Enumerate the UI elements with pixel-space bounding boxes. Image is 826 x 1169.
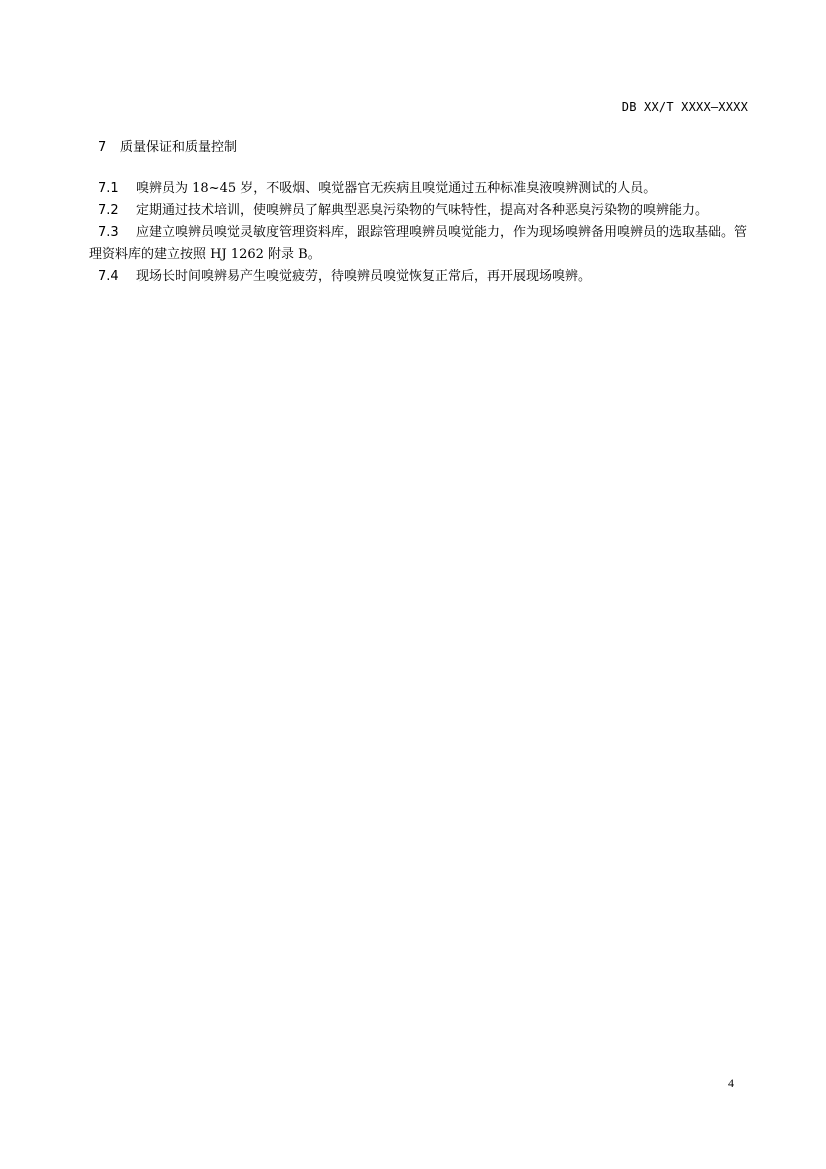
- clause-text: 嗅辨员为 18~45 岁，不吸烟、嗅觉器官无疾病且嗅觉通过五种标准臭液嗅辨测试的人员。: [136, 181, 657, 196]
- clause-7-3: [89, 222, 749, 266]
- clause-number: 7.1: [98, 181, 119, 196]
- document-code: DB XX/T XXXX—XXXX: [621, 100, 748, 114]
- section-heading: [98, 136, 237, 155]
- clause-7-4: [89, 266, 749, 288]
- clause-text: 定期通过技术培训，使嗅辨员了解典型恶臭污染物的气味特性，提高对各种恶臭污染物的嗅辨能力。: [136, 203, 709, 218]
- clause-7-1: [89, 178, 749, 200]
- clause-text: 现场长时间嗅辨易产生嗅觉疲劳，待嗅辨员嗅觉恢复正常后，再开展现场嗅辨。: [136, 269, 592, 284]
- clause-number: 7.4: [98, 269, 119, 284]
- clause-7-2: [89, 200, 749, 222]
- clause-text: 应建立嗅辨员嗅觉灵敏度管理资料库，跟踪管理嗅辨员嗅觉能力，作为现场嗅辨备用嗅辨员的选取基础。管理资料库的建立按照 HJ 1262 附录 B。: [89, 225, 748, 262]
- clause-number: 7.2: [98, 203, 119, 218]
- section-number: 7: [98, 140, 107, 155]
- section-title: 质量保证和质量控制: [120, 140, 238, 155]
- section-body: [89, 178, 749, 288]
- page-number: 4: [728, 1076, 734, 1090]
- clause-number: 7.3: [98, 225, 119, 240]
